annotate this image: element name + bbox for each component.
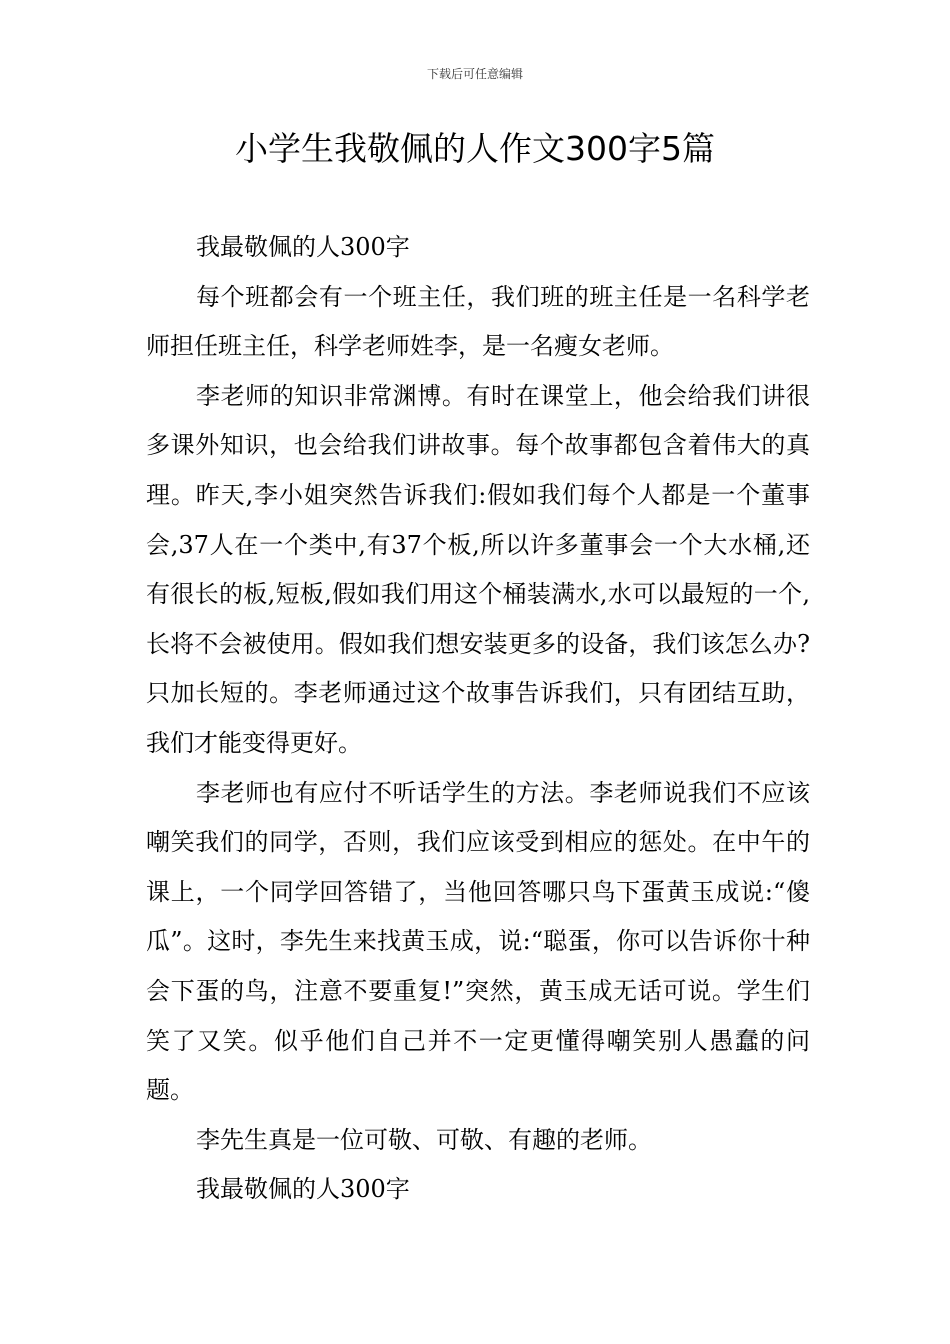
section-heading: 我最敬佩的人300字 <box>196 1175 410 1204</box>
paragraph: 李老师的知识非常渊博。有时在课堂上，他会给我们讲很多课外知识，也会给我们讲故事。每个故事都包含着伟大的真理。昨天,李小姐突然告诉我们:假如我们每个人都是一个董事会,37人在一个类中,有37个板,所以许多董事会一个大水桶,还有很长的板,短板,假如我们用这个桶装满水,水可以最短的一个,长将不会被使用。假如我们想安装更多的设备，我们该怎么办?只加长短的。李老师通过这个故事告诉我们，只有团结互助，我们才能变得更好。 <box>146 381 810 757</box>
paragraph: 李老师也有应付不听话学生的方法。李老师说我们不应该嘲笑我们的同学，否则，我们应该受到相应的惩处。在中午的课上，一个同学回答错了，当他回答哪只鸟下蛋黄玉成说:“傻瓜”。这时，李先生来找黄玉成，说:“聪蛋，你可以告诉你十种会下蛋的鸟，注意不要重复!”突然，黄玉成无话可说。学生们笑了又笑。似乎他们自己并不一定更懂得嘲笑别人愚蠢的问题。 <box>146 778 810 1105</box>
document-title: 小学生我敬佩的人作文300字5篇 <box>235 129 715 168</box>
paragraph: 每个班都会有一个班主任，我们班的班主任是一名科学老师担任班主任，科学老师姓李，是一名瘦女老师。 <box>146 282 810 361</box>
section-heading: 我最敬佩的人300字 <box>196 233 410 261</box>
page-header-note: 下载后可任意编辑 <box>426 67 523 81</box>
document-body <box>146 223 810 1215</box>
paragraph: 李先生真是一位可敬、可敬、有趣的老师。 <box>196 1125 652 1154</box>
